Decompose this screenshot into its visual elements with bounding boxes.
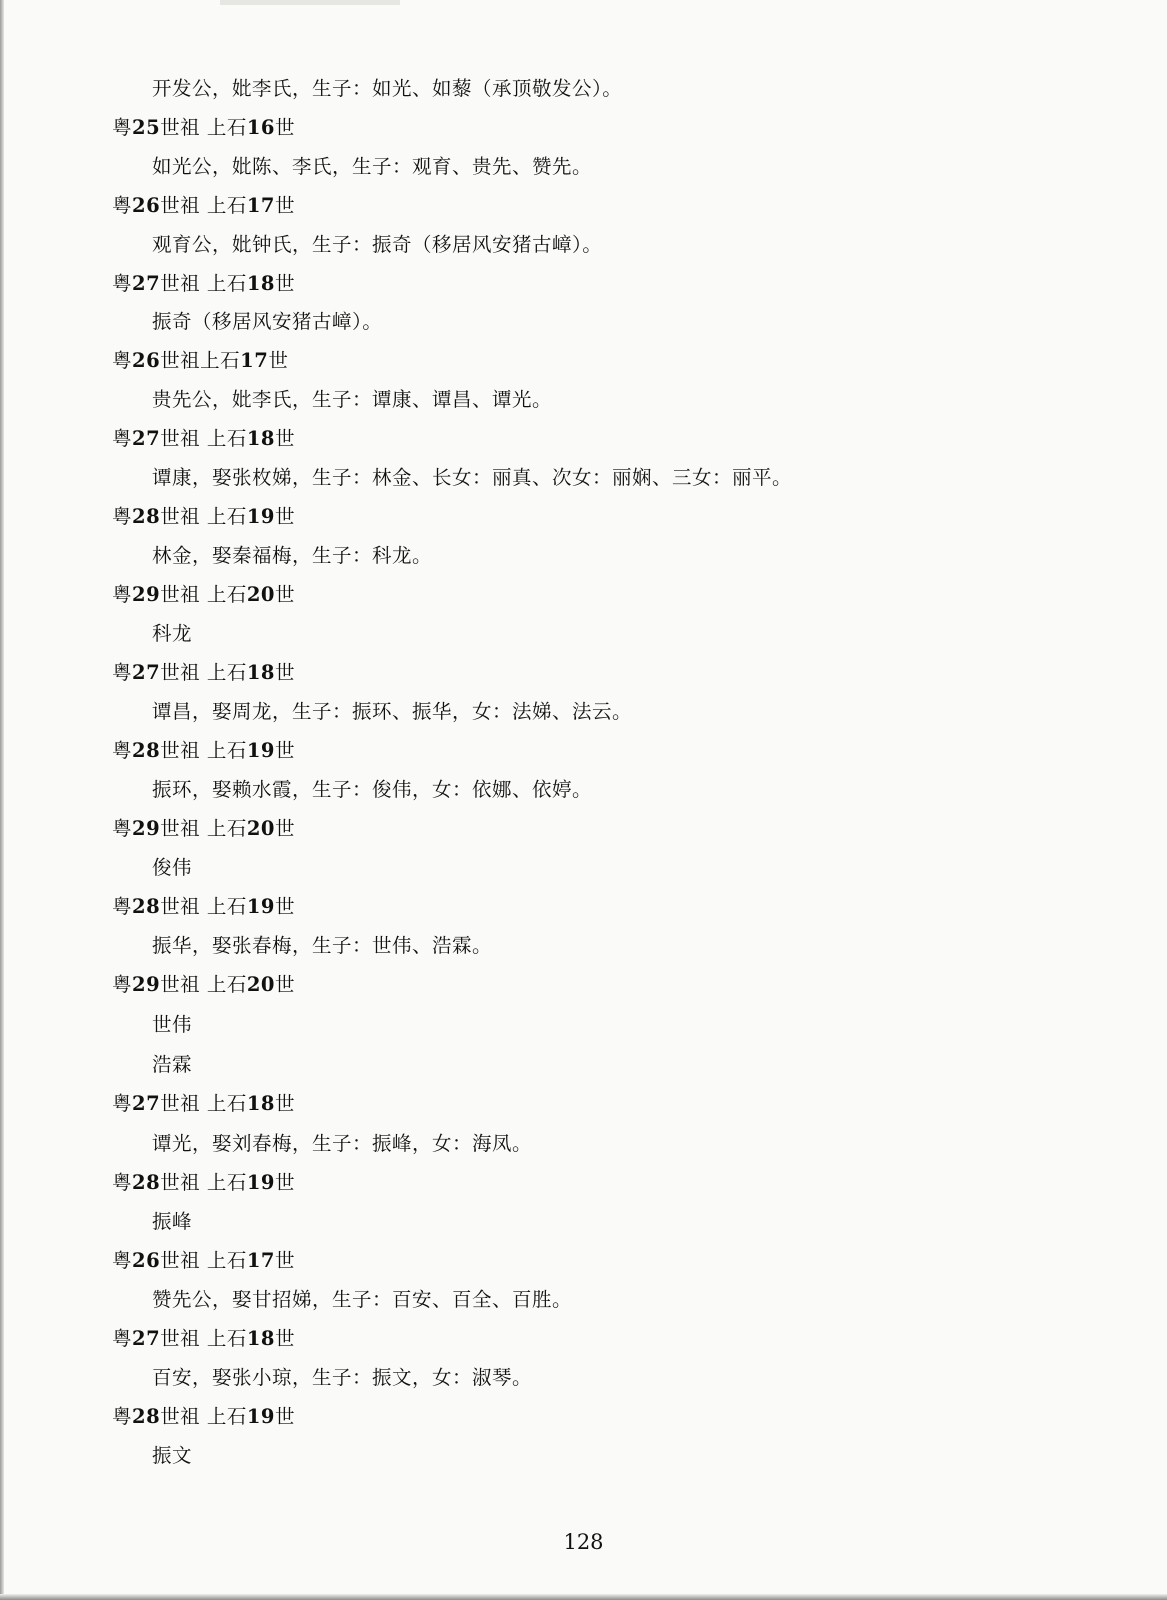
scan-bottom-edge: [0, 1594, 1167, 1600]
genealogy-entry: 振峰: [152, 1210, 193, 1233]
genealogy-entry: 振华，娶张春梅，生子：世伟、浩霖。: [152, 934, 493, 957]
genealogy-entry: 谭康，娶张枚娣，生子：林金、长女：丽真、次女：丽娴、三女：丽平。: [152, 466, 793, 489]
generation-heading: 粤29世祖 上石20世: [112, 817, 296, 840]
generation-heading: 粤26世祖 上石17世: [112, 194, 296, 217]
genealogy-entry: 谭光，娶刘春梅，生子：振峰，女：海凤。: [152, 1132, 533, 1155]
genealogy-entry: 世伟: [152, 1013, 193, 1036]
generation-heading: 粤26世祖上石17世: [112, 349, 289, 372]
generation-heading: 粤27世祖 上石18世: [112, 1092, 296, 1115]
generation-heading: 粤28世祖 上石19世: [112, 505, 296, 528]
genealogy-entry: 振奇（移居风安猪古嶂）。: [152, 310, 383, 333]
generation-heading: 粤27世祖 上石18世: [112, 1327, 296, 1350]
genealogy-entry: 林金，娶秦福梅，生子：科龙。: [152, 544, 433, 567]
generation-heading: 粤28世祖 上石19世: [112, 1405, 296, 1428]
generation-heading: 粤27世祖 上石18世: [112, 272, 296, 295]
scan-top-smudge: [220, 0, 400, 5]
generation-heading: 粤26世祖 上石17世: [112, 1249, 296, 1272]
genealogy-entry: 百安，娶张小琼，生子：振文，女：淑琴。: [152, 1366, 533, 1389]
page-number: 128: [563, 1530, 604, 1554]
genealogy-entry: 开发公，妣李氏，生子：如光、如藜（承顶敬发公）。: [152, 77, 623, 100]
generation-heading: 粤28世祖 上石19世: [112, 895, 296, 918]
genealogy-entry: 浩霖: [152, 1053, 193, 1076]
genealogy-entry: 谭昌，娶周龙，生子：振环、振华，女：法娣、法云。: [152, 700, 633, 723]
generation-heading: 粤29世祖 上石20世: [112, 973, 296, 996]
generation-heading: 粤28世祖 上石19世: [112, 739, 296, 762]
genealogy-entry: 振文: [152, 1444, 193, 1467]
genealogy-entry: 如光公，妣陈、李氏，生子：观育、贵先、赞先。: [152, 155, 593, 178]
genealogy-entry: 赞先公，娶甘招娣，生子：百安、百全、百胜。: [152, 1288, 573, 1311]
generation-heading: 粤27世祖 上石18世: [112, 661, 296, 684]
genealogy-entry: 俊伟: [152, 856, 193, 879]
genealogy-entry: 科龙: [152, 622, 193, 645]
genealogy-entry: 贵先公，妣李氏，生子：谭康、谭昌、谭光。: [152, 388, 553, 411]
generation-heading: 粤28世祖 上石19世: [112, 1171, 296, 1194]
genealogy-entry: 振环，娶赖水霞，生子：俊伟，女：依娜、依婷。: [152, 778, 593, 801]
genealogy-entry: 观育公，妣钟氏，生子：振奇（移居风安猪古嶂）。: [152, 233, 603, 256]
scan-left-edge: [0, 0, 4, 1600]
generation-heading: 粤25世祖 上石16世: [112, 116, 296, 139]
generation-heading: 粤27世祖 上石18世: [112, 427, 296, 450]
generation-heading: 粤29世祖 上石20世: [112, 583, 296, 606]
